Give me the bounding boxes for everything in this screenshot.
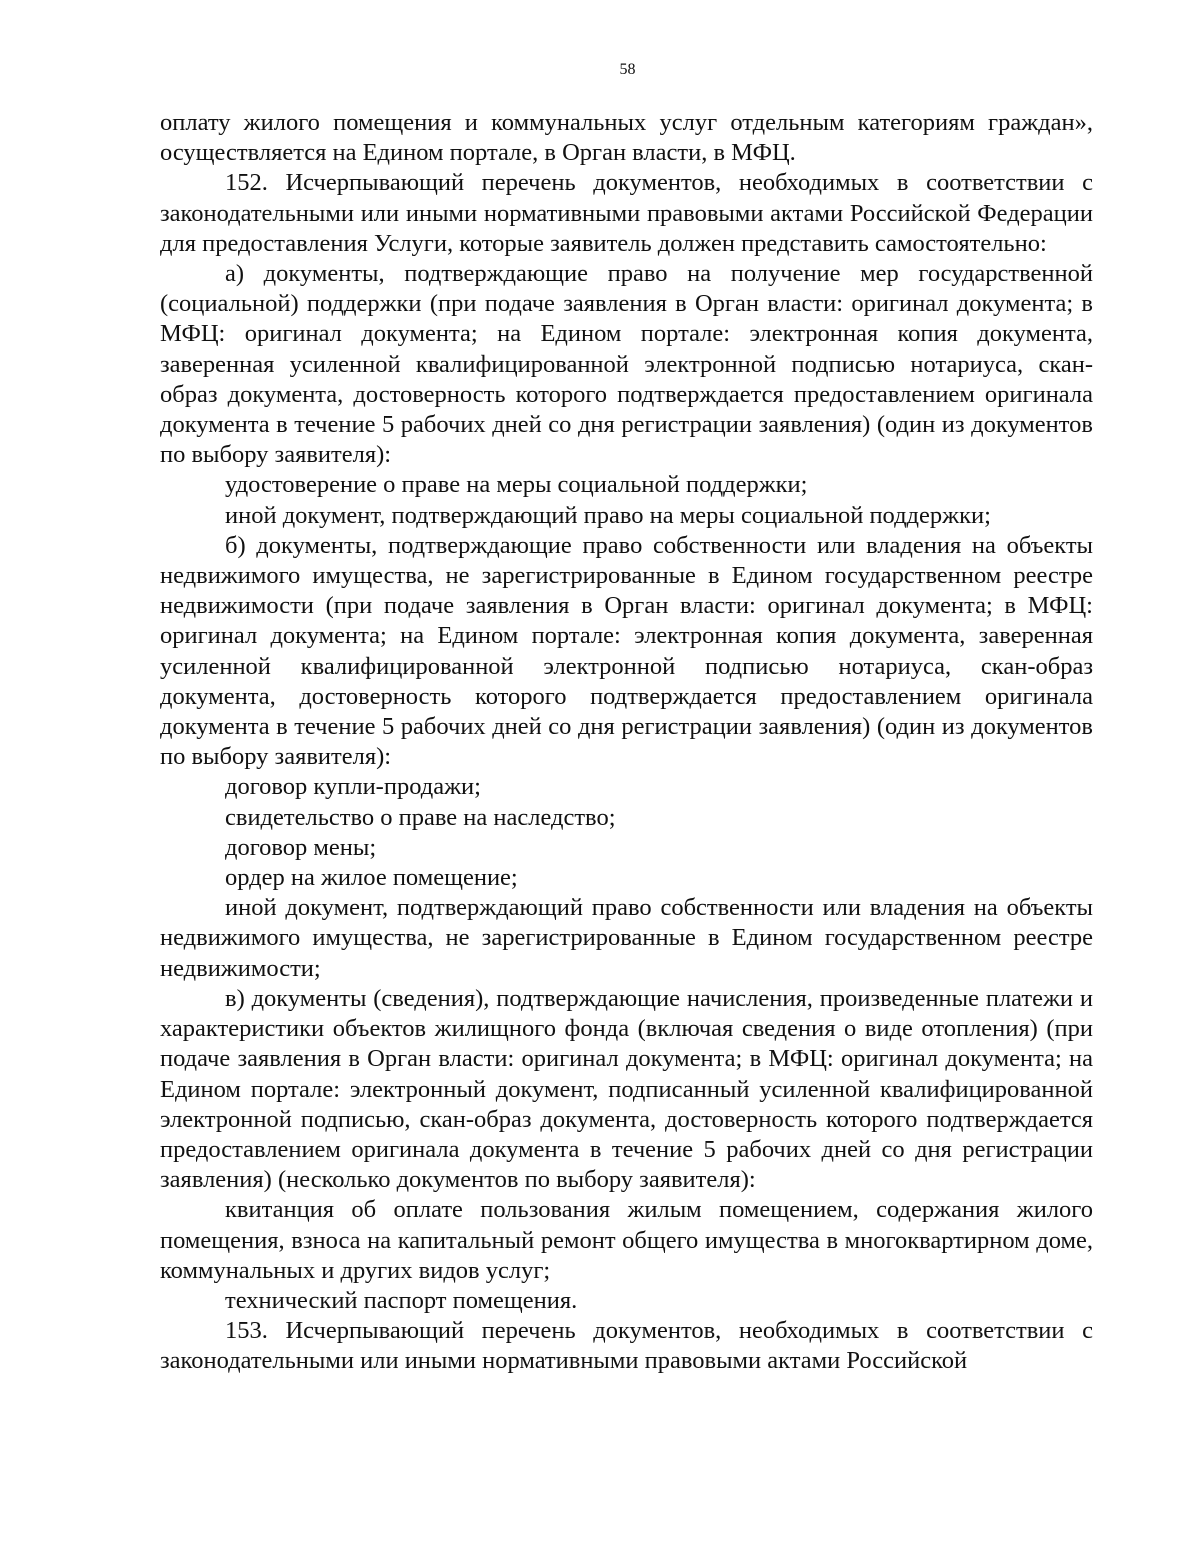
paragraph: а) документы, подтверждающие право на получение мер государственной (социальной) поддержки (при подаче заявления в Орган власти: оригинал документа; в МФЦ: оригинал документа; на Едином портале: электронная копия документа, заверенная усиленной квалифицированной электронной подписью нотариуса, скан-образ документа, достоверность которого подтверждается предоставлением оригинала документа в течение 5 рабочих дней со дня регистрации заявления) (один из документов по выбору заявителя): — [160, 260, 1093, 469]
paragraph: свидетельство о праве на наследство; — [225, 803, 616, 831]
page-number: 58 — [619, 61, 636, 78]
paragraph: технический паспорт помещения. — [225, 1286, 578, 1314]
paragraph: договор купли-продажи; — [225, 773, 481, 801]
paragraph: б) документы, подтверждающие право собственности или владения на объекты недвижимого имущества, не зарегистрированные в Едином государственном реестре недвижимости (при подаче заявления в Орган власти: оригинал документа; в МФЦ: оригинал документа; на Едином портале: электронная копия документа, заверенная усиленной квалифицированной электронной подписью нотариуса, скан-образ документа, достоверность которого подтверждается предоставлением оригинала документа в течение 5 рабочих дней со дня регистрации заявления) (один из документов по выбору заявителя): — [160, 531, 1093, 771]
paragraph: иной документ, подтверждающий право на меры социальной поддержки; — [225, 501, 991, 529]
paragraph: удостоверение о праве на меры социальной поддержки; — [225, 471, 808, 499]
paragraph: 152. Исчерпывающий перечень документов, необходимых в соответствии с законодательными или иными нормативными правовыми актами Российской Федерации для предоставления Услуги, которые заявитель должен представить самостоятельно: — [160, 169, 1093, 257]
document-body — [160, 108, 1093, 1377]
paragraph: иной документ, подтверждающий право собственности или владения на объекты недвижимого имущества, не зарегистрированные в Едином государственном реестре недвижимости; — [160, 894, 1093, 982]
paragraph: в) документы (сведения), подтверждающие начисления, произведенные платежи и характеристики объектов жилищного фонда (включая сведения о виде отопления) (при подаче заявления в Орган власти: оригинал документа; в МФЦ: оригинал документа; на Едином портале: электронный документ, подписанный усиленной квалифицированной электронной подписью, скан-образ документа, достоверность которого подтверждается предоставлением оригинала документа в течение 5 рабочих дней со дня регистрации заявления) (несколько документов по выбору заявителя): — [160, 984, 1093, 1194]
paragraph: 153. Исчерпывающий перечень документов, необходимых в соответствии с законодательными или иными нормативными правовыми актами Российской — [160, 1317, 1093, 1375]
paragraph: квитанция об оплате пользования жилым помещением, содержания жилого помещения, взноса на капитальный ремонт общего имущества в многоквартирном доме, коммунальных и других видов услуг; — [160, 1196, 1093, 1284]
paragraph: ордер на жилое помещение; — [225, 864, 518, 892]
paragraph: оплату жилого помещения и коммунальных услуг отдельным категориям граждан», осуществляется на Едином портале, в Орган власти, в МФЦ. — [160, 109, 1093, 167]
paragraph: договор мены; — [225, 833, 377, 861]
